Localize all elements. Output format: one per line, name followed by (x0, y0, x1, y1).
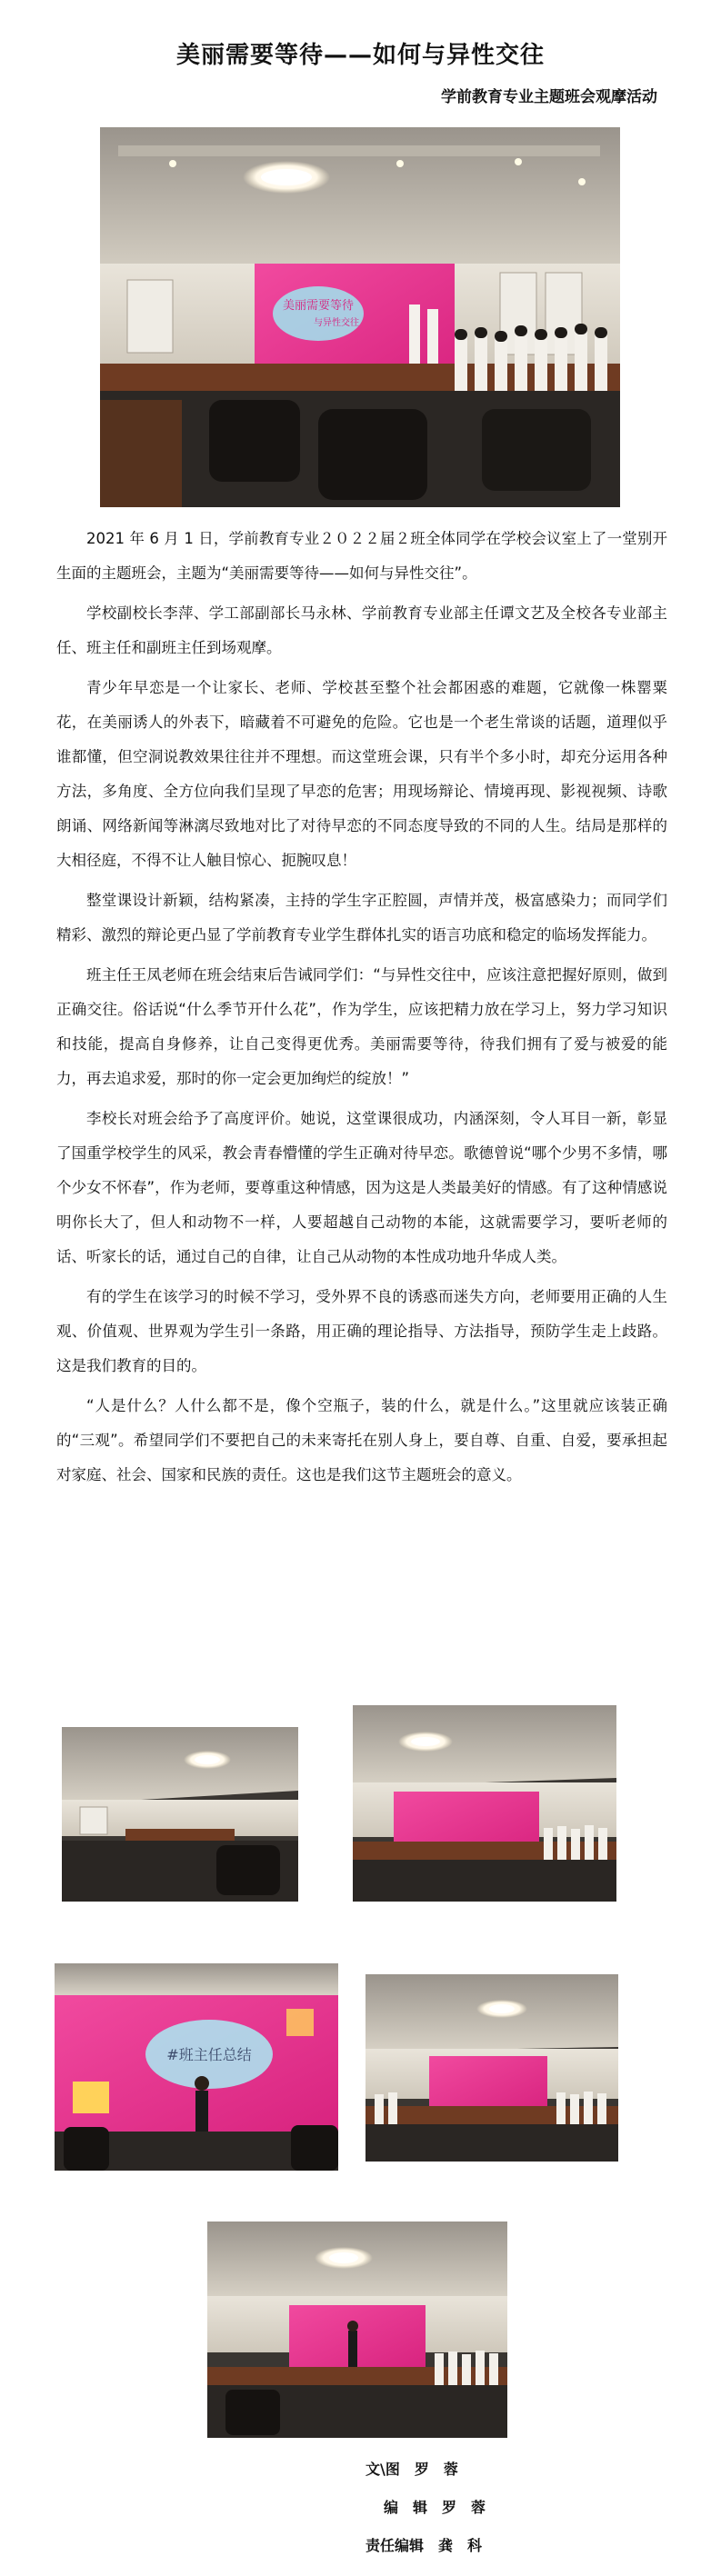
gallery-photo-4 (366, 1974, 618, 2162)
article-subtitle: 学前教育专业主题班会观摩活动 (441, 88, 657, 106)
credit-chief-editor: 责任编辑 龚 科 (366, 2537, 483, 2554)
gallery-photo-5 (207, 2222, 507, 2438)
credit-author: 文\图 罗 蓉 (366, 2461, 458, 2478)
paragraph: 2021 年 6 月 1 日，学前教育专业２０２２届２班全体同学在学校会议室上了一堂别开生面的主题班会，主题为“美丽需要等待——如何与异性交往”。 (56, 530, 667, 582)
paragraph: 李校长对班会给予了高度评价。她说，这堂课很成功，内涵深刻，令人耳目一新，彰显了国重学校学生的风采，教会青春懵懂的学生正确对待早恋。歌德曾说“哪个少男不多情，哪个少女不怀春”，作为老师，要尊重这种情感，因为这是人类最美好的情感。有了这种情感说明你长大了，但人和动物不一样，人要超越自己动物的本能，这就需要学习，要听老师的话、听家长的话，通过自己的自律，让自己从动物的本性成功地升华成人类。 (56, 1110, 667, 1265)
banner-title: 美丽需要等待 (282, 299, 355, 313)
paragraph: 整堂课设计新颖，结构紧凑，主持的学生字正腔圆，声情并茂，极富感染力；而同学们精彩、激烈的辩论更凸显了学前教育专业学生群体扎实的语言功底和稳定的临场发挥能力。 (56, 892, 667, 944)
main-photo (100, 127, 620, 507)
paragraph: 学校副校长李萍、学工部副部长马永林、学前教育专业部主任谭文艺及全校各专业部主任、班主任和副班主任到场观摩。 (56, 604, 667, 656)
credit-editor: 编 辑 罗 蓉 (384, 2499, 486, 2516)
banner-subtitle: 与异性交往 (314, 318, 359, 328)
article-title: 美丽需要等待——如何与异性交往 (175, 42, 545, 69)
paragraph: 有的学生在该学习的时候不学习，受外界不良的诱惑而迷失方向，老师要用正确的人生观、价值观、世界观为学生引一条路，用正确的理论指导、方法指导，预防学生走上歧路。这是我们教育的目的。 (56, 1288, 667, 1374)
summary-banner-text: #班主任总结 (166, 2046, 252, 2063)
paragraph: “人是什么？人什么都不是，像个空瓶子，装的什么，就是什么。”这里就应该装正确的“三观”。希望同学们不要把自己的未来寄托在别人身上，要自尊、自重、自爱，要承担起对家庭、社会、国家和民族的责任。这也是我们这节主题班会的意义。 (56, 1397, 667, 1483)
paragraph: 班主任王凤老师在班会结束后告诫同学们：“与异性交往中，应该注意把握好原则，做到正确交往。俗话说“什么季节开什么花”，作为学生，应该把精力放在学习上，努力学习知识和技能，提高自身修养，让自己变得更优秀。美丽需要等待，待我们拥有了爱与被爱的能力，再去追求爱，那时的你一定会更加绚烂的绽放！” (56, 966, 667, 1087)
paragraph: 青少年早恋是一个让家长、老师、学校甚至整个社会都困惑的难题，它就像一株罂粟花，在美丽诱人的外表下，暗藏着不可避免的危险。它也是一个老生常谈的话题，道理似乎谁都懂，但空洞说教效果往往并不理想。而这堂班会课，只有半个多小时，却充分运用各种方法，多角度、全方位向我们呈现了早恋的危害；用现场辩论、情境再现、影视视频、诗歌朗诵、网络新闻等淋漓尽致地对比了对待早恋的不同态度导致的不同的人生。结局是那样的大相径庭，不得不让人触目惊心、扼腕叹息！ (56, 679, 667, 869)
gallery-photo-1 (62, 1727, 298, 1902)
article-body (56, 522, 667, 1498)
gallery-photo-2 (353, 1705, 616, 1902)
gallery-photo-3 (55, 1963, 338, 2171)
